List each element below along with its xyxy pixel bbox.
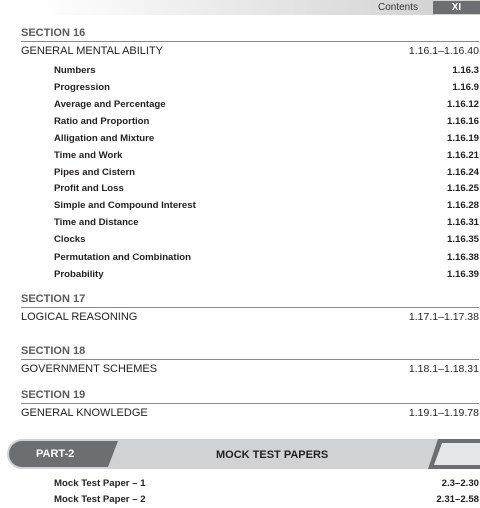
section-17-pages: 1.17.1–1.17.38 [408,311,479,323]
topic-row[interactable] [54,217,479,231]
section-18-heading: GOVERNMENT SCHEMES [21,363,158,375]
topic-label: Time and Distance [54,217,139,228]
part-2-title: MOCK TEST PAPERS [216,449,329,461]
topic-page: 1.16.3 [452,65,479,76]
topic-label: Probability [54,269,104,280]
section-16-pages: 1.16.1–1.16.40 [408,45,479,57]
topic-label: Numbers [54,65,96,76]
section-19-heading: GENERAL KNOWLEDGE [21,407,148,419]
topic-row[interactable] [54,82,479,96]
header-contents-label: Contents [378,2,419,13]
topic-row[interactable] [54,133,479,147]
part-2-banner [6,438,480,470]
topic-row[interactable] [54,183,479,197]
topic-row[interactable] [54,234,479,248]
mock-paper-row[interactable] [54,494,479,508]
topic-row[interactable] [54,269,479,283]
topic-row[interactable] [54,252,479,266]
section-19-pages: 1.19.1–1.19.78 [408,407,479,419]
header-chapter-badge: XI [433,1,480,14]
topic-page: 1.16.16 [446,116,479,127]
topic-label: Alligation and Mixture [54,133,155,144]
topic-row[interactable] [54,99,479,113]
topic-label: Clocks [54,234,86,245]
topic-row[interactable] [54,65,479,79]
section-17-heading: LOGICAL REASONING [21,311,138,323]
topic-label: Time and Work [54,150,123,161]
topic-page: 1.16.12 [446,99,479,110]
topic-page: 1.16.35 [446,234,479,245]
topic-label: Average and Percentage [54,99,166,110]
mock-paper-row[interactable] [54,478,479,492]
section-17-title: SECTION 17 [21,293,86,305]
topic-page: 1.16.28 [446,200,479,211]
topic-row[interactable] [54,116,479,130]
mock-paper-label: Mock Test Paper – 2 [54,494,146,505]
part-2-label: PART-2 [36,448,75,460]
topic-label: Pipes and Cistern [54,167,136,178]
topic-label: Simple and Compound Interest [54,200,196,211]
section-19-heading-row[interactable] [21,403,479,421]
section-17-heading-row[interactable] [21,307,479,325]
topic-label: Profit and Loss [54,183,124,194]
section-18-pages: 1.18.1–1.18.31 [408,363,479,375]
topic-label: Ratio and Proportion [54,116,150,127]
mock-paper-label: Mock Test Paper – 1 [54,478,146,489]
topic-page: 1.16.9 [452,82,479,93]
section-18-title: SECTION 18 [21,345,86,357]
topic-page: 1.16.24 [446,167,479,178]
topic-row[interactable] [54,150,479,164]
section-16-heading: GENERAL MENTAL ABILITY [21,45,164,57]
topic-label: Progression [54,82,110,93]
topic-page: 1.16.19 [446,133,479,144]
topic-page: 1.16.25 [446,183,479,194]
section-19-title: SECTION 19 [21,389,86,401]
topic-page: 1.16.38 [446,252,479,263]
topic-page: 1.16.39 [446,269,479,280]
topic-row[interactable] [54,200,479,214]
section-16-heading-row[interactable] [21,41,479,59]
mock-paper-pages: 2.3–2.30 [441,478,479,489]
mock-paper-pages: 2.31–2.58 [436,494,479,505]
topic-row[interactable] [54,167,479,181]
topic-page: 1.16.31 [446,217,479,228]
section-16-title: SECTION 16 [21,27,86,39]
topic-page: 1.16.21 [446,150,479,161]
section-18-heading-row[interactable] [21,359,479,377]
topic-label: Permutation and Combination [54,252,191,263]
